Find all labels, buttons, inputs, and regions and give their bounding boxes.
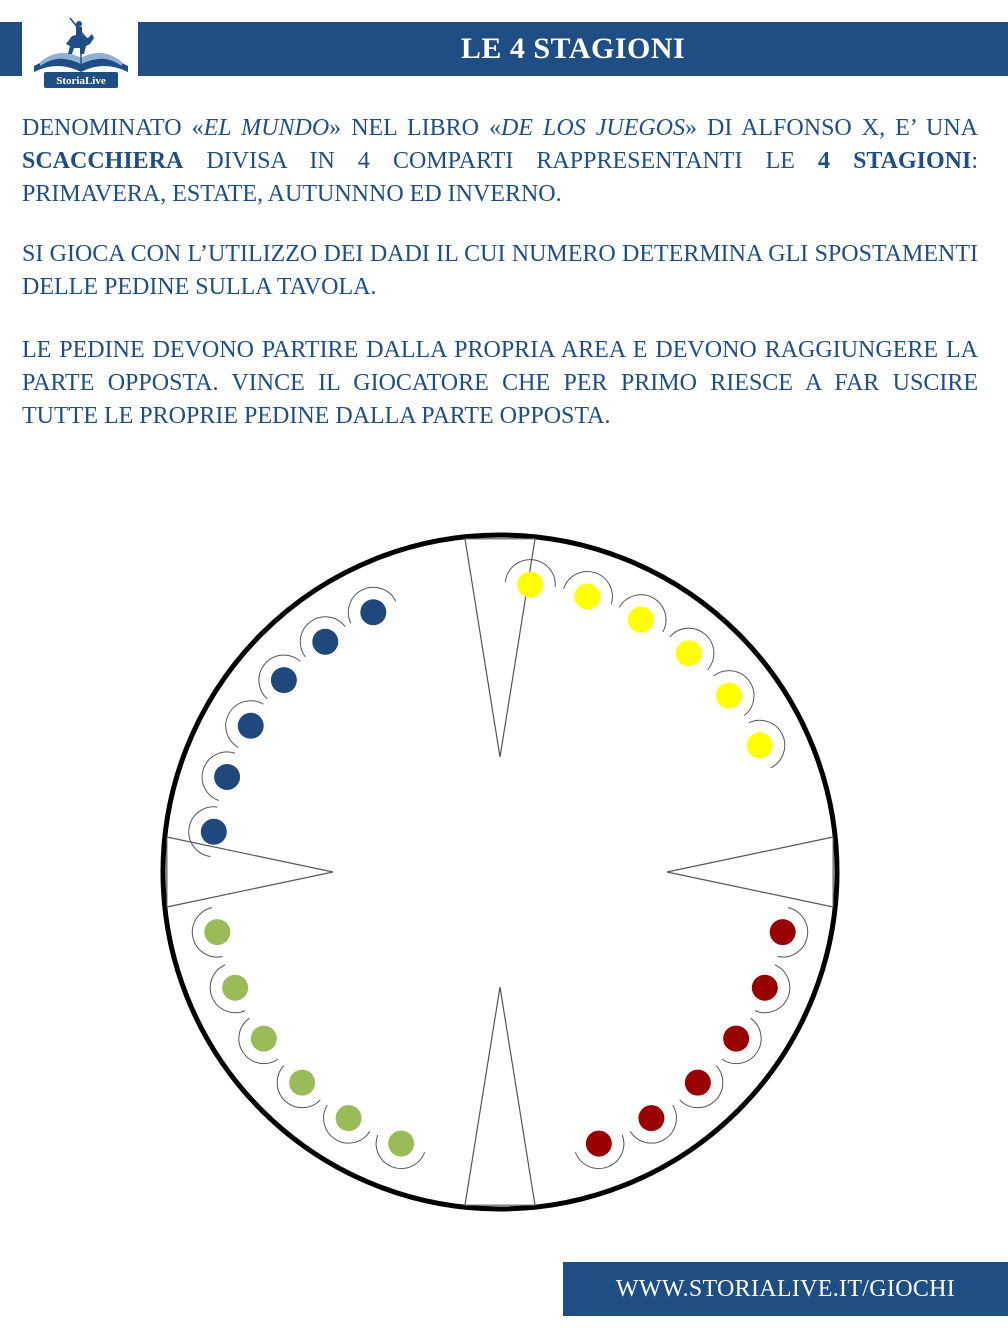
- title-bar: [138, 22, 1008, 76]
- p1-text-2: » NEL LIBRO «: [329, 115, 501, 141]
- p3-text: LE PEDINE DEVONO PARTIRE DALLA PROPRIA AREA E DEVONO RAGGIUNGERE LA PARTE OPPOSTA. VINCE IL GIOCATORE CHE PER PRIMO RIESCE A FAR USCIRE TUTTE LE PROPRIE PEDINE DALLA PARTE OPPOSTA.: [22, 337, 978, 429]
- p1-text-5: : PRIMAVERA, ESTATE, AUTUNNNO ED INVERNO.: [22, 148, 978, 207]
- paragraph-description: [22, 112, 978, 211]
- piece-yellow-1: [517, 572, 543, 598]
- footer-url-link[interactable]: WWW.STORIALIVE.IT/GIOCHI: [615, 1275, 956, 1302]
- paragraph-dice: [22, 238, 978, 304]
- piece-green-6: [388, 1131, 414, 1157]
- piece-blue-5: [312, 629, 338, 655]
- p1-title-de-los-juegos: DE LOS JUEGOS: [501, 115, 686, 141]
- piece-red-1: [770, 919, 796, 945]
- piece-blue-3: [238, 713, 264, 739]
- p1-bold-scacchiera: SCACCHIERA: [22, 148, 184, 174]
- p1-bold-stagioni: 4 STAGIONI: [818, 148, 972, 174]
- piece-green-5: [336, 1105, 362, 1131]
- piece-blue-6: [360, 599, 386, 625]
- piece-red-2: [752, 975, 778, 1001]
- page-title: LE 4 STAGIONI: [460, 32, 686, 65]
- piece-yellow-2: [574, 584, 600, 610]
- piece-yellow-3: [628, 607, 654, 633]
- p1-text-1: DENOMINATO «: [22, 115, 204, 141]
- piece-red-5: [638, 1105, 664, 1131]
- paragraph-rules: [22, 334, 978, 433]
- piece-green-1: [204, 919, 230, 945]
- p2-text: SI GIOCA CON L’UTILIZZO DEI DADI IL CUI NUMERO DETERMINA GLI SPOSTAMENTI DELLE PEDINE SULLA TAVOLA.: [22, 241, 978, 300]
- footer-bar[interactable]: [563, 1262, 1008, 1316]
- piece-yellow-4: [676, 640, 702, 666]
- piece-red-4: [685, 1070, 711, 1096]
- p1-text-4: DIVISA IN 4 COMPARTI RAPPRESENTANTI LE: [183, 148, 818, 174]
- piece-blue-2: [214, 764, 240, 790]
- piece-blue-1: [201, 819, 227, 845]
- game-board: [0, 480, 1008, 1260]
- header-left-tab: [0, 22, 22, 76]
- piece-red-3: [723, 1026, 749, 1052]
- piece-green-2: [222, 975, 248, 1001]
- logo-graphic: [28, 8, 134, 92]
- piece-yellow-5: [716, 683, 742, 709]
- piece-red-6: [586, 1131, 612, 1157]
- piece-green-3: [251, 1026, 277, 1052]
- logo-text: StoriaLive: [56, 75, 106, 87]
- p1-text-3: » DI ALFONSO X, E’ UNA: [685, 115, 979, 141]
- piece-yellow-6: [747, 732, 773, 758]
- p1-title-el-mundo: EL MUNDO: [203, 115, 330, 141]
- piece-green-4: [289, 1070, 315, 1096]
- storialive-logo[interactable]: [28, 8, 134, 92]
- board-svg: [0, 480, 1008, 1260]
- piece-blue-4: [271, 667, 297, 693]
